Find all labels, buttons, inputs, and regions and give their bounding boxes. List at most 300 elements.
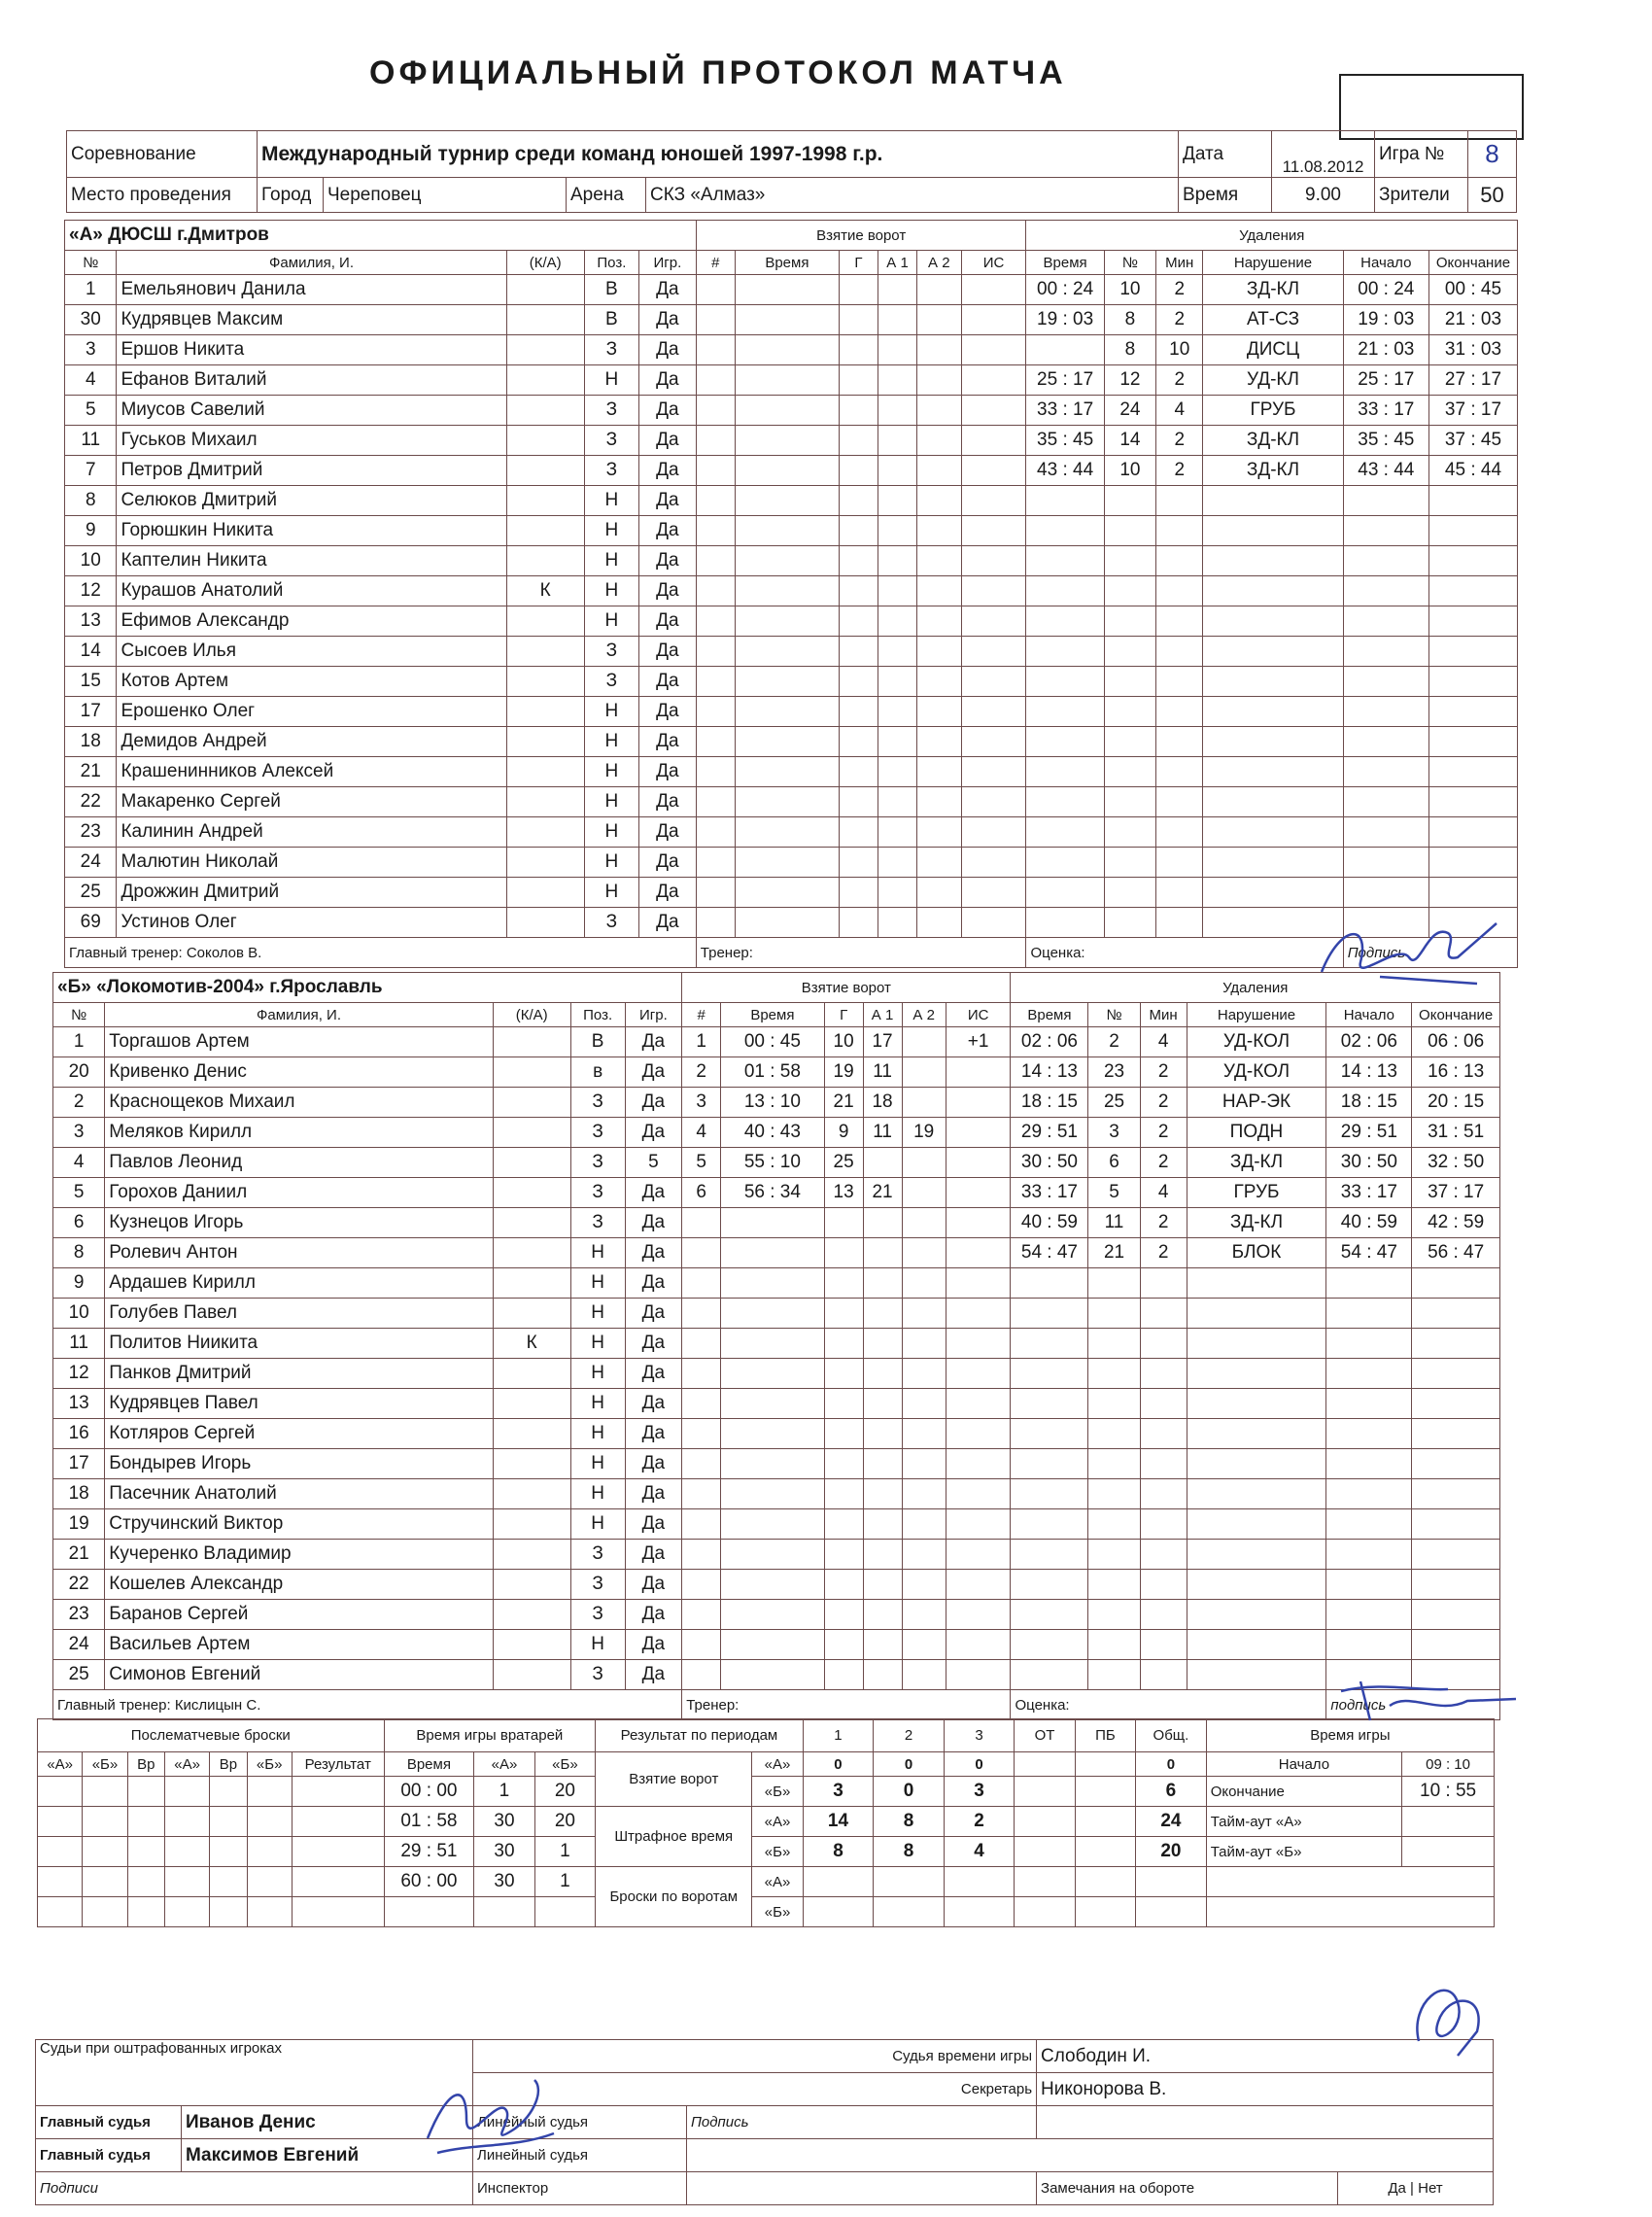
team-a-player-played: Да	[638, 727, 696, 757]
timekeeper-label: Судья времени игры	[473, 2040, 1037, 2073]
team-b-penalty-start	[1326, 1419, 1412, 1449]
team-a-goal-assist1	[878, 576, 916, 606]
team-a-player-captain	[506, 546, 584, 576]
team-b-goal-situation	[946, 1449, 1011, 1479]
team-a-player-captain	[506, 426, 584, 456]
team-b-goal-scorer	[824, 1238, 863, 1268]
period-value	[1075, 1837, 1135, 1867]
team-a-player-position: Н	[584, 516, 638, 546]
team-b-player-name: Пасечник Анатолий	[105, 1479, 494, 1509]
period-value: 8	[803, 1837, 874, 1867]
team-b-goal-number: 4	[682, 1118, 721, 1148]
team-b-penalty-start: 40 : 59	[1326, 1208, 1412, 1238]
team-a-goal-number	[696, 606, 735, 637]
team-b-penalty-minutes: 2	[1140, 1057, 1187, 1088]
team-tag: «А»	[752, 1807, 803, 1837]
team-b-goal-assist1: 21	[863, 1178, 902, 1208]
team-a-player-row	[65, 365, 1518, 396]
team-a-player-captain	[506, 637, 584, 667]
team-a-penalty-end: 31 : 03	[1428, 335, 1517, 365]
team-b-penalty-start	[1326, 1600, 1412, 1630]
team-a-player-played: Да	[638, 576, 696, 606]
competition-label: Соревнование	[67, 131, 258, 178]
team-a-penalty-minutes: 10	[1156, 335, 1203, 365]
team-a-goal-situation	[961, 275, 1026, 305]
team-a-player-row	[65, 727, 1518, 757]
team-a-goal-time	[735, 727, 839, 757]
signature-secretary	[1380, 1963, 1516, 2061]
team-a-penalty-end	[1428, 637, 1517, 667]
team-a-penalty-player: 12	[1104, 365, 1155, 396]
team-b-penalty-minutes: 2	[1140, 1148, 1187, 1178]
summary-table	[37, 1718, 1495, 1927]
team-a-player-captain	[506, 848, 584, 878]
team-a-goal-scorer	[839, 848, 878, 878]
game-time-value: 10 : 55	[1402, 1777, 1495, 1807]
team-a-player-name: Котов Артем	[117, 667, 506, 697]
team-a-header-cell: Время	[735, 251, 839, 275]
team-a-goal-assist1	[878, 456, 916, 486]
team-a-player-played: Да	[638, 817, 696, 848]
team-b-goal-number	[682, 1359, 721, 1389]
match-header	[66, 130, 1517, 213]
team-b-player-row	[53, 1057, 1500, 1088]
shootout-cell	[83, 1807, 127, 1837]
team-a-goal-assist2	[917, 516, 961, 546]
team-b-goal-situation	[946, 1299, 1011, 1329]
shootout-column-header: «А»	[164, 1752, 209, 1777]
team-a-goal-scorer	[839, 908, 878, 938]
team-b-player-position: Н	[570, 1509, 625, 1540]
team-b-goal-assist2	[902, 1057, 946, 1088]
team-b-goal-scorer: 21	[824, 1088, 863, 1118]
team-a-player-number: 4	[65, 365, 117, 396]
team-b-player-name: Панков Дмитрий	[105, 1359, 494, 1389]
team-a-player-number: 14	[65, 637, 117, 667]
team-a-player-played: Да	[638, 305, 696, 335]
period-value: 3	[803, 1777, 874, 1807]
remarks-yes-no: Да | Нет	[1338, 2172, 1494, 2205]
team-b-penalty-player	[1088, 1660, 1140, 1690]
team-a-goal-situation	[961, 817, 1026, 848]
team-a-player-name: Курашов Анатолий	[117, 576, 506, 606]
team-b-penalty-player	[1088, 1449, 1140, 1479]
period-value	[1075, 1807, 1135, 1837]
team-b-goal-time: 00 : 45	[721, 1027, 825, 1057]
competition-value: Международный турнир среди команд юношей 1997-1998 г.р.	[258, 131, 1179, 178]
team-a-penalty-time	[1026, 606, 1104, 637]
team-b-goal-assist1	[863, 1509, 902, 1540]
team-b-penalty-player	[1088, 1509, 1140, 1540]
team-b-goal-assist2	[902, 1148, 946, 1178]
team-b-goal-assist2	[902, 1389, 946, 1419]
team-a-penalty-end	[1428, 848, 1517, 878]
team-a-penalty-start	[1343, 606, 1428, 637]
team-a-penalty-minutes	[1156, 637, 1203, 667]
team-b-goal-assist1	[863, 1660, 902, 1690]
team-a-penalty-time	[1026, 697, 1104, 727]
team-a-penalty-player	[1104, 606, 1155, 637]
referee-label: Главный судья	[36, 2106, 182, 2139]
team-a-penalty-start	[1343, 516, 1428, 546]
team-a-goal-assist1	[878, 275, 916, 305]
team-b-penalty-infraction	[1187, 1540, 1326, 1570]
team-a-header-cell: Г	[839, 251, 878, 275]
team-b-head-coach: Главный тренер: Кислицын С.	[53, 1690, 682, 1720]
team-a-header-cell: Фамилия, И.	[117, 251, 506, 275]
team-a-goal-number	[696, 426, 735, 456]
team-a-goal-situation	[961, 486, 1026, 516]
team-a-player-position: Н	[584, 817, 638, 848]
team-b-penalty-time: 33 : 17	[1011, 1178, 1088, 1208]
team-a-player-captain	[506, 275, 584, 305]
team-b-player-position: З	[570, 1570, 625, 1600]
team-a-goal-assist2	[917, 637, 961, 667]
team-a-goal-time	[735, 908, 839, 938]
team-b-penalty-player: 2	[1088, 1027, 1140, 1057]
team-a-goal-assist2	[917, 697, 961, 727]
team-a-goal-assist2	[917, 275, 961, 305]
team-a-goal-time	[735, 516, 839, 546]
referee-2-name: Максимов Евгений	[182, 2139, 473, 2172]
team-b-goal-number	[682, 1208, 721, 1238]
team-a-goal-assist1	[878, 637, 916, 667]
shootout-cell	[210, 1897, 247, 1927]
game-time-label: Тайм-аут «Б»	[1206, 1837, 1401, 1867]
team-a-goal-number	[696, 697, 735, 727]
team-a-player-position: З	[584, 667, 638, 697]
team-b-goal-assist1	[863, 1359, 902, 1389]
team-a-penalty-time	[1026, 576, 1104, 606]
team-a-goal-assist2	[917, 606, 961, 637]
team-a-penalty-minutes	[1156, 757, 1203, 787]
team-a-goal-scorer	[839, 275, 878, 305]
shootout-cell	[83, 1867, 127, 1897]
team-a-player-played: Да	[638, 878, 696, 908]
team-b-goal-number	[682, 1389, 721, 1419]
team-a-goal-assist1	[878, 396, 916, 426]
team-b-player-played: Да	[625, 1540, 682, 1570]
team-a-player-name: Крашенинников Алексей	[117, 757, 506, 787]
game-time-label: Окончание	[1206, 1777, 1401, 1807]
team-b-penalty-player: 11	[1088, 1208, 1140, 1238]
goalie-time-cell: 00 : 00	[384, 1777, 474, 1807]
team-b-penalty-start: 14 : 13	[1326, 1057, 1412, 1088]
team-b-goal-assist1	[863, 1238, 902, 1268]
team-b-goal-assist1	[863, 1299, 902, 1329]
team-b-goal-situation	[946, 1419, 1011, 1449]
team-b-goal-assist2	[902, 1660, 946, 1690]
team-b-penalty-minutes	[1140, 1660, 1187, 1690]
period-goals-a: 0	[803, 1752, 874, 1777]
team-b-penalty-end: 37 : 17	[1412, 1178, 1500, 1208]
team-b-penalty-minutes	[1140, 1389, 1187, 1419]
team-a-goal-number	[696, 576, 735, 606]
team-a-goal-situation	[961, 727, 1026, 757]
team-a-penalty-time	[1026, 757, 1104, 787]
team-a-penalty-player	[1104, 516, 1155, 546]
game-no-label: Игра №	[1375, 131, 1468, 178]
period-column-header: ОТ	[1015, 1719, 1075, 1752]
team-a-penalty-minutes: 4	[1156, 396, 1203, 426]
team-b-goal-scorer	[824, 1600, 863, 1630]
team-b-goal-assist2	[902, 1027, 946, 1057]
team-a-player-number: 10	[65, 546, 117, 576]
team-b-player-number: 6	[53, 1208, 105, 1238]
team-a-goal-time	[735, 335, 839, 365]
team-b-player-position: З	[570, 1600, 625, 1630]
team-a-player-captain	[506, 817, 584, 848]
team-b-player-name: Ролевич Антон	[105, 1238, 494, 1268]
team-b-penalty-time	[1011, 1329, 1088, 1359]
team-b-player-played: Да	[625, 1660, 682, 1690]
team-b-penalty-end: 32 : 50	[1412, 1148, 1500, 1178]
team-a-player-row	[65, 426, 1518, 456]
team-a-penalty-infraction: ГРУБ	[1203, 396, 1343, 426]
team-a-goal-time	[735, 365, 839, 396]
team-b-player-played: Да	[625, 1570, 682, 1600]
period-value: 8	[874, 1837, 945, 1867]
team-a-penalty-time	[1026, 335, 1104, 365]
team-b-player-captain	[493, 1027, 570, 1057]
team-b-player-row	[53, 1178, 1500, 1208]
team-b-penalty-time: 02 : 06	[1011, 1027, 1088, 1057]
team-b-penalty-end	[1412, 1419, 1500, 1449]
game-time-empty	[1206, 1867, 1494, 1897]
team-b-player-name: Симонов Евгений	[105, 1660, 494, 1690]
team-a-goal-time	[735, 305, 839, 335]
team-a-goal-situation	[961, 787, 1026, 817]
team-b-penalty-infraction	[1187, 1389, 1326, 1419]
team-a-penalty-player	[1104, 486, 1155, 516]
team-a-player-row	[65, 486, 1518, 516]
team-b-goal-situation	[946, 1238, 1011, 1268]
team-b-goal-scorer: 9	[824, 1118, 863, 1148]
team-b-goal-situation	[946, 1660, 1011, 1690]
team-a-penalty-player	[1104, 878, 1155, 908]
team-a-penalty-time	[1026, 787, 1104, 817]
team-b-penalty-minutes	[1140, 1509, 1187, 1540]
team-a-header-cell: Поз.	[584, 251, 638, 275]
team-b-penalty-start	[1326, 1268, 1412, 1299]
team-b-penalty-time	[1011, 1600, 1088, 1630]
team-a-header-cell: Окончание	[1428, 251, 1517, 275]
team-a-player-position: Н	[584, 546, 638, 576]
period-value	[874, 1867, 945, 1897]
team-b-goal-scorer	[824, 1268, 863, 1299]
team-b-goal-number: 5	[682, 1148, 721, 1178]
shootout-cell	[38, 1777, 83, 1807]
city-label: Город	[258, 178, 324, 213]
team-a-goal-assist1	[878, 305, 916, 335]
team-a-penalty-player: 8	[1104, 335, 1155, 365]
team-a-player-number: 15	[65, 667, 117, 697]
goalie-a-cell: 30	[474, 1837, 534, 1867]
team-b-penalty-minutes	[1140, 1540, 1187, 1570]
team-a-player-row	[65, 757, 1518, 787]
team-a-player-played: Да	[638, 908, 696, 938]
team-a-player-position: Н	[584, 697, 638, 727]
team-a-goal-scorer	[839, 546, 878, 576]
team-b-goal-situation	[946, 1118, 1011, 1148]
team-a-penalty-infraction	[1203, 546, 1343, 576]
team-b-goals-title: Взятие ворот	[682, 973, 1011, 1003]
team-a-penalty-time: 35 : 45	[1026, 426, 1104, 456]
team-a-player-number: 23	[65, 817, 117, 848]
period-value: 20	[1136, 1837, 1207, 1867]
team-b-penalty-player: 6	[1088, 1148, 1140, 1178]
team-a-penalty-infraction: УД-КЛ	[1203, 365, 1343, 396]
team-b-penalty-start	[1326, 1570, 1412, 1600]
team-b-header-cell: Г	[824, 1003, 863, 1027]
team-a-penalty-start	[1343, 667, 1428, 697]
team-b-player-captain	[493, 1630, 570, 1660]
team-b-penalty-time	[1011, 1509, 1088, 1540]
team-a-penalty-start: 19 : 03	[1343, 305, 1428, 335]
shootout-cell	[38, 1867, 83, 1897]
team-b-goal-scorer	[824, 1389, 863, 1419]
team-b-player-number: 22	[53, 1570, 105, 1600]
goalie-empty-cell	[474, 1897, 534, 1927]
team-b-penalty-player	[1088, 1268, 1140, 1299]
team-b-player-number: 16	[53, 1419, 105, 1449]
team-a-penalty-start: 43 : 44	[1343, 456, 1428, 486]
secretary-name: Никонорова В.	[1037, 2073, 1494, 2106]
signature-team-b	[1302, 1652, 1535, 1730]
venue-label: Место проведения	[67, 178, 258, 213]
team-b-player-captain	[493, 1268, 570, 1299]
team-b-goal-scorer	[824, 1208, 863, 1238]
team-a-goal-assist2	[917, 908, 961, 938]
team-a-goal-number	[696, 878, 735, 908]
team-a-goal-scorer	[839, 426, 878, 456]
team-a-player-number: 1	[65, 275, 117, 305]
team-a-player-played: Да	[638, 335, 696, 365]
team-a-player-captain	[506, 908, 584, 938]
team-a-goal-number	[696, 757, 735, 787]
team-b-player-number: 11	[53, 1329, 105, 1359]
team-a-penalty-time: 25 : 17	[1026, 365, 1104, 396]
team-a-player-position: Н	[584, 757, 638, 787]
team-b-goal-number	[682, 1238, 721, 1268]
goals-row-label: Взятие ворот	[596, 1752, 752, 1807]
team-b-player-played: Да	[625, 1027, 682, 1057]
team-a-player-row	[65, 606, 1518, 637]
team-a-goal-time	[735, 757, 839, 787]
team-b-goal-assist2	[902, 1570, 946, 1600]
shootout-cell	[247, 1867, 292, 1897]
period-goals-a: 0	[874, 1752, 945, 1777]
team-b-player-number: 13	[53, 1389, 105, 1419]
team-a-player-position: Н	[584, 878, 638, 908]
team-b-goal-assist1: 11	[863, 1118, 902, 1148]
team-a-penalty-infraction	[1203, 697, 1343, 727]
team-b-player-played: 5	[625, 1148, 682, 1178]
team-a-player-number: 3	[65, 335, 117, 365]
team-b-header-cell: Игр.	[625, 1003, 682, 1027]
team-a-goal-time	[735, 426, 839, 456]
team-a-player-played: Да	[638, 396, 696, 426]
team-b-penalty-time: 29 : 51	[1011, 1118, 1088, 1148]
team-b-penalty-start	[1326, 1479, 1412, 1509]
team-a-penalty-player	[1104, 576, 1155, 606]
team-b-penalty-player	[1088, 1479, 1140, 1509]
shootout-cell	[247, 1777, 292, 1807]
team-b-player-name: Кучеренко Владимир	[105, 1540, 494, 1570]
team-b-penalty-end	[1412, 1479, 1500, 1509]
timekeeper-name: Слободин И.	[1037, 2040, 1494, 2073]
team-a-header-cell: Игр.	[638, 251, 696, 275]
period-goals-a: 0	[1136, 1752, 1207, 1777]
team-b-penalties-title: Удаления	[1011, 973, 1500, 1003]
shootout-cell	[127, 1777, 164, 1807]
team-a-player-number: 8	[65, 486, 117, 516]
team-b-goal-time	[721, 1600, 825, 1630]
team-a-goal-assist2	[917, 305, 961, 335]
shootout-column-header: Вр	[127, 1752, 164, 1777]
team-a-goal-situation	[961, 516, 1026, 546]
team-b-penalty-end	[1412, 1570, 1500, 1600]
team-b-penalty-time	[1011, 1268, 1088, 1299]
team-b-goal-scorer	[824, 1479, 863, 1509]
shootout-cell	[247, 1837, 292, 1867]
team-a-header-cell: А 2	[917, 251, 961, 275]
team-a-player-played: Да	[638, 275, 696, 305]
team-b-goal-number	[682, 1419, 721, 1449]
shootout-cell	[292, 1897, 384, 1927]
team-b-penalty-time	[1011, 1449, 1088, 1479]
team-a-player-row	[65, 817, 1518, 848]
shootout-cell	[164, 1897, 209, 1927]
team-b-penalty-minutes: 2	[1140, 1238, 1187, 1268]
team-a-penalty-end: 45 : 44	[1428, 456, 1517, 486]
team-a-goal-time	[735, 637, 839, 667]
team-b-player-row	[53, 1660, 1500, 1690]
team-b-goal-assist2	[902, 1449, 946, 1479]
shootout-column-header: Результат	[292, 1752, 384, 1777]
team-a-goal-assist1	[878, 486, 916, 516]
team-b-penalty-end	[1412, 1299, 1500, 1329]
team-b-goal-scorer: 13	[824, 1178, 863, 1208]
team-b-penalty-player	[1088, 1299, 1140, 1329]
team-b-team-name: «Б» «Локомотив-2004» г.Ярославль	[53, 973, 682, 1003]
team-b-goal-situation	[946, 1148, 1011, 1178]
team-a-penalty-end	[1428, 546, 1517, 576]
team-a-penalty-end	[1428, 667, 1517, 697]
team-b-player-captain	[493, 1479, 570, 1509]
game-time-empty	[1206, 1897, 1494, 1927]
team-a-penalty-player	[1104, 546, 1155, 576]
team-b-penalty-infraction: ГРУБ	[1187, 1178, 1326, 1208]
shootout-cell	[164, 1777, 209, 1807]
period-value	[1075, 1867, 1135, 1897]
team-b-player-played: Да	[625, 1057, 682, 1088]
team-b-goal-scorer	[824, 1660, 863, 1690]
team-a-player-number: 9	[65, 516, 117, 546]
team-a-goal-number	[696, 546, 735, 576]
team-a-header-cell: Мин	[1156, 251, 1203, 275]
team-b-goal-time: 55 : 10	[721, 1148, 825, 1178]
team-a-penalty-time	[1026, 546, 1104, 576]
team-a-penalty-infraction	[1203, 667, 1343, 697]
team-b-penalty-player	[1088, 1630, 1140, 1660]
team-b-goal-situation: +1	[946, 1027, 1011, 1057]
shootout-cell	[127, 1897, 164, 1927]
time-value: 9.00	[1272, 178, 1375, 213]
team-b-player-captain	[493, 1419, 570, 1449]
team-a-player-played: Да	[638, 365, 696, 396]
team-b-goal-assist1: 11	[863, 1057, 902, 1088]
